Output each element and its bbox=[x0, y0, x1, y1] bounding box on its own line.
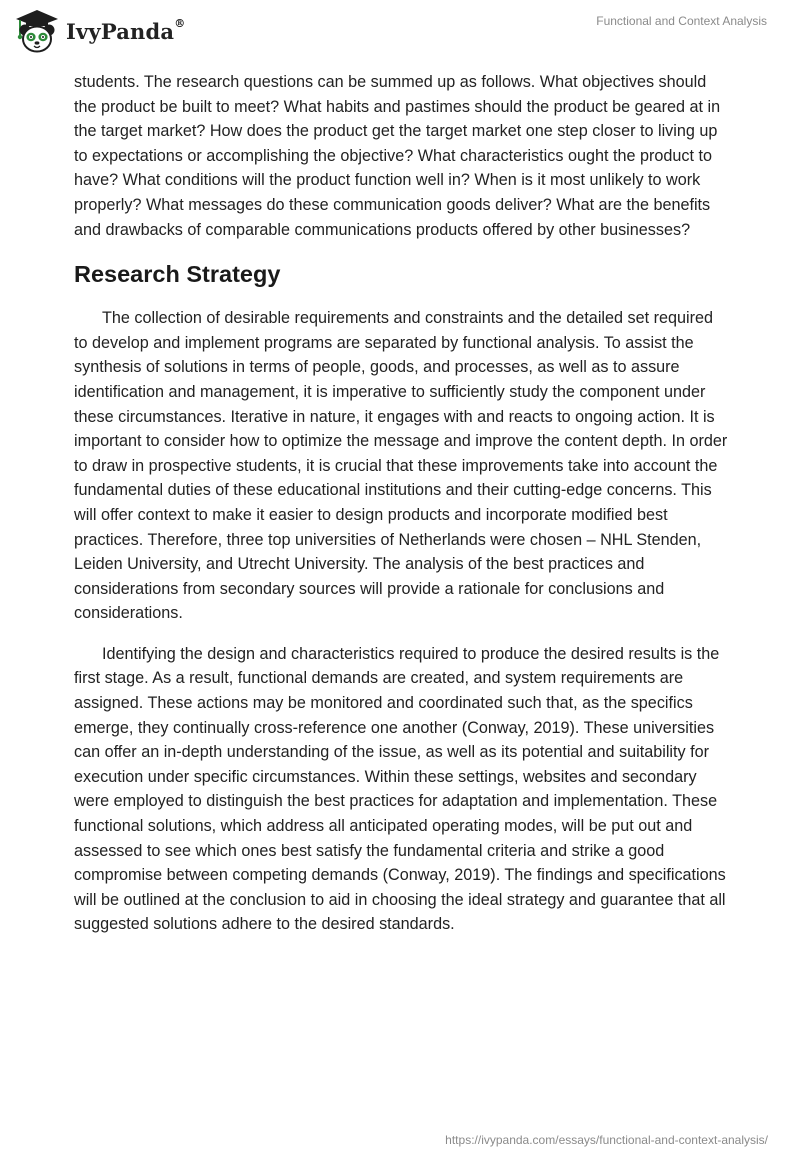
source-url-link[interactable]: https://ivypanda.com/essays/functional-and-context-analysis/ bbox=[445, 1133, 768, 1147]
brand-logo[interactable] bbox=[14, 8, 185, 54]
body-paragraph-2: Identifying the design and characteristics required to produce the desired results is the first stage. As a result, functional demands are created, and system requirements are assigned. These actions may be monitored and coordinated such that, as the specifics emerge, they continually cross-reference one another (Conway, 2019). These universities can offer an in-depth understanding of the issue, as well as its potential and suitability for execution under specific circumstances. Within these settings, websites and secondary were employed to distinguish the best practices for adaptation and implementation. These functional solutions, which address all anticipated operating modes, will be put out and assessed to see which ones best satisfy the fundamental criteria and strike a good compromise between competing demands (Conway, 2019). The findings and specifications will be outlined at the conclusion to aid in choosing the ideal strategy and guarantee that all suggested solutions adhere to the desired standards. bbox=[74, 644, 726, 934]
essay-body bbox=[74, 70, 728, 937]
document-title: Functional and Context Analysis bbox=[596, 14, 767, 28]
panda-graduate-icon bbox=[14, 8, 60, 54]
section-heading: Research Strategy bbox=[74, 261, 281, 288]
page-header bbox=[0, 0, 800, 72]
paragraph-spacer bbox=[74, 626, 728, 642]
intro-paragraph: students. The research questions can be summed up as follows. What objectives should the product be built to meet? What habits and pastimes should the product be geared at in the target market? How does the product get the target market one step closer to living up to expectations or accomplishing the objective? What characteristics ought the product to have? What conditions will the product function well in? When is it most unlikely to work properly? What messages do these communication goods deliver? What are the benefits and drawbacks of comparable communications products offered by other businesses? bbox=[74, 73, 721, 239]
brand-name: IvyPanda® bbox=[66, 16, 186, 44]
body-paragraph-1: The collection of desirable requirements and constraints and the detailed set required to develop and implement programs are separated by functional analysis. To assist the synthesis of solutions in terms of people, goods, and processes, as well as to assure identification and management, it is imperative to sufficiently study the component under these circumstances. Iterative in nature, it engages with and reacts to ongoing action. It is important to consider how to optimize the message and improve the content depth. In order to draw in prospective students, it is crucial that these improvements take into account the fundamental duties of these educational institutions and their cutting-edge concerns. This will offer context to make it easier to design products and incorporate modified best practices. Therefore, three top universities of Netherlands were chosen – NHL Stenden, Leiden University, and Utrecht University. The analysis of the best practices and considerations from secondary sources will provide a rationale for conclusions and considerations. bbox=[74, 309, 728, 623]
